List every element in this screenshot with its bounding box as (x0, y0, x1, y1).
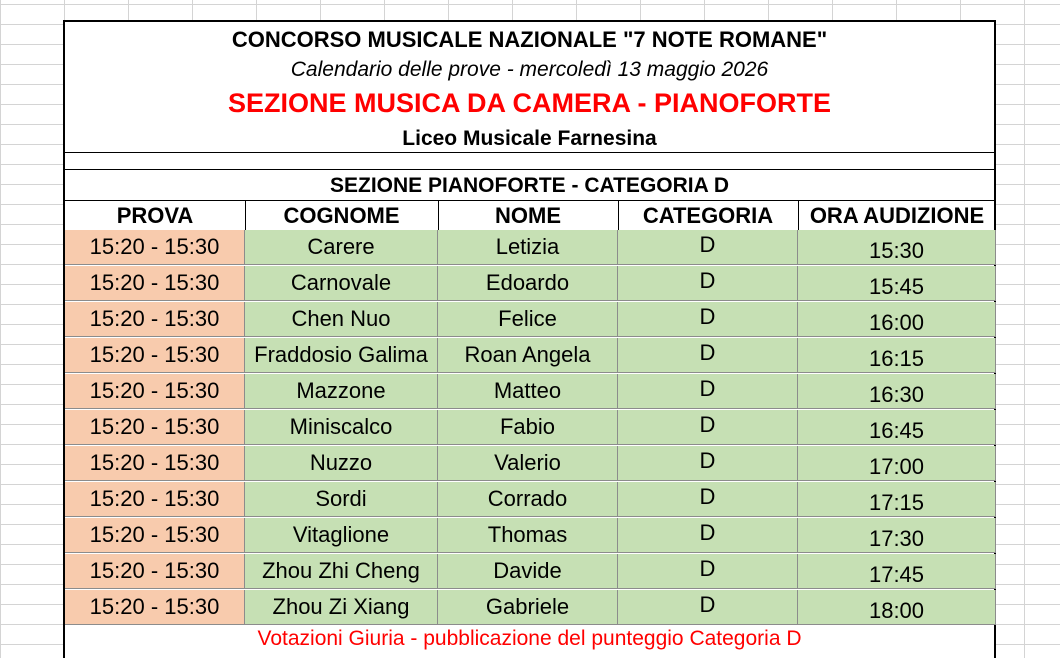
section-title: SEZIONE MUSICA DA CAMERA - PIANOFORTE (227, 88, 831, 118)
cell-prova: 15:20 - 15:30 (65, 266, 245, 301)
cell-ora: 16:30 (798, 374, 996, 409)
competition-title: CONCORSO MUSICALE NAZIONALE "7 NOTE ROMANE" (231, 27, 828, 52)
cell-cognome: Carere (245, 230, 438, 265)
table-row (65, 374, 994, 410)
table-row (65, 266, 994, 302)
column-header-categoria: CATEGORIA (642, 203, 774, 228)
cell-cognome: Mazzone (245, 374, 438, 409)
column-header-cognome: COGNOME (283, 203, 400, 228)
cell-cognome: Chen Nuo (245, 302, 438, 337)
table-row (65, 446, 994, 482)
table-row (65, 554, 994, 590)
cell-nome: Valerio (438, 446, 618, 481)
cell-categoria: D (618, 482, 798, 517)
column-header-nome: NOME (495, 203, 561, 228)
table-caption: SEZIONE PIANOFORTE - CATEGORIA D (329, 174, 729, 197)
table-row (65, 230, 994, 266)
cell-nome: Thomas (438, 518, 618, 553)
cell-cognome: Vitaglione (245, 518, 438, 553)
divider (65, 152, 994, 153)
cell-categoria: D (618, 590, 798, 625)
column-header-ora: ORA AUDIZIONE (809, 203, 985, 228)
cell-prova: 15:20 - 15:30 (65, 482, 245, 517)
cell-nome: Corrado (438, 482, 618, 517)
cell-nome: Matteo (438, 374, 618, 409)
jury-note: Votazioni Giuria - pubblicazione del punteggio Categoria D (257, 627, 802, 650)
cell-prova: 15:20 - 15:30 (65, 302, 245, 337)
cell-categoria: D (618, 338, 798, 373)
cell-cognome: Zhou Zi Xiang (245, 590, 438, 625)
cell-cognome: Sordi (245, 482, 438, 517)
cell-ora: 16:45 (798, 410, 996, 445)
cell-ora: 15:30 (798, 230, 996, 265)
table-row (65, 302, 994, 338)
cell-prova: 15:20 - 15:30 (65, 230, 245, 265)
cell-prova: 15:20 - 15:30 (65, 554, 245, 589)
cell-prova: 15:20 - 15:30 (65, 338, 245, 373)
cell-cognome: Nuzzo (245, 446, 438, 481)
divider (65, 169, 994, 170)
cell-nome: Gabriele (438, 590, 618, 625)
schedule-sheet (63, 20, 996, 658)
cell-ora: 16:15 (798, 338, 996, 373)
cell-nome: Felice (438, 302, 618, 337)
cell-categoria: D (618, 554, 798, 589)
cell-nome: Fabio (438, 410, 618, 445)
cell-ora: 17:45 (798, 554, 996, 589)
cell-categoria: D (618, 374, 798, 409)
cell-nome: Roan Angela (438, 338, 618, 373)
table-row (65, 482, 994, 518)
cell-nome: Letizia (438, 230, 618, 265)
venue-name: Liceo Musicale Farnesina (402, 127, 657, 150)
table-row (65, 518, 994, 554)
table-row (65, 410, 994, 446)
cell-ora: 17:15 (798, 482, 996, 517)
cell-categoria: D (618, 302, 798, 337)
cell-categoria: D (618, 518, 798, 553)
cell-ora: 17:00 (798, 446, 996, 481)
cell-categoria: D (618, 446, 798, 481)
divider (65, 200, 994, 201)
table-row (65, 590, 994, 626)
cell-categoria: D (618, 230, 798, 265)
cell-prova: 15:20 - 15:30 (65, 590, 245, 625)
column-header-prova: PROVA (116, 203, 194, 228)
cell-nome: Davide (438, 554, 618, 589)
cell-ora: 15:45 (798, 266, 996, 301)
cell-cognome: Zhou Zhi Cheng (245, 554, 438, 589)
cell-ora: 18:00 (798, 590, 996, 625)
cell-categoria: D (618, 410, 798, 445)
cell-prova: 15:20 - 15:30 (65, 446, 245, 481)
cell-ora: 17:30 (798, 518, 996, 553)
table-row (65, 338, 994, 374)
cell-prova: 15:20 - 15:30 (65, 518, 245, 553)
cell-nome: Edoardo (438, 266, 618, 301)
cell-ora: 16:00 (798, 302, 996, 337)
cell-cognome: Miniscalco (245, 410, 438, 445)
cell-cognome: Fraddosio Galima (245, 338, 438, 373)
schedule-subtitle: Calendario delle prove - mercoledì 13 maggio 2026 (290, 58, 769, 81)
cell-prova: 15:20 - 15:30 (65, 410, 245, 445)
cell-cognome: Carnovale (245, 266, 438, 301)
cell-prova: 15:20 - 15:30 (65, 374, 245, 409)
cell-categoria: D (618, 266, 798, 301)
